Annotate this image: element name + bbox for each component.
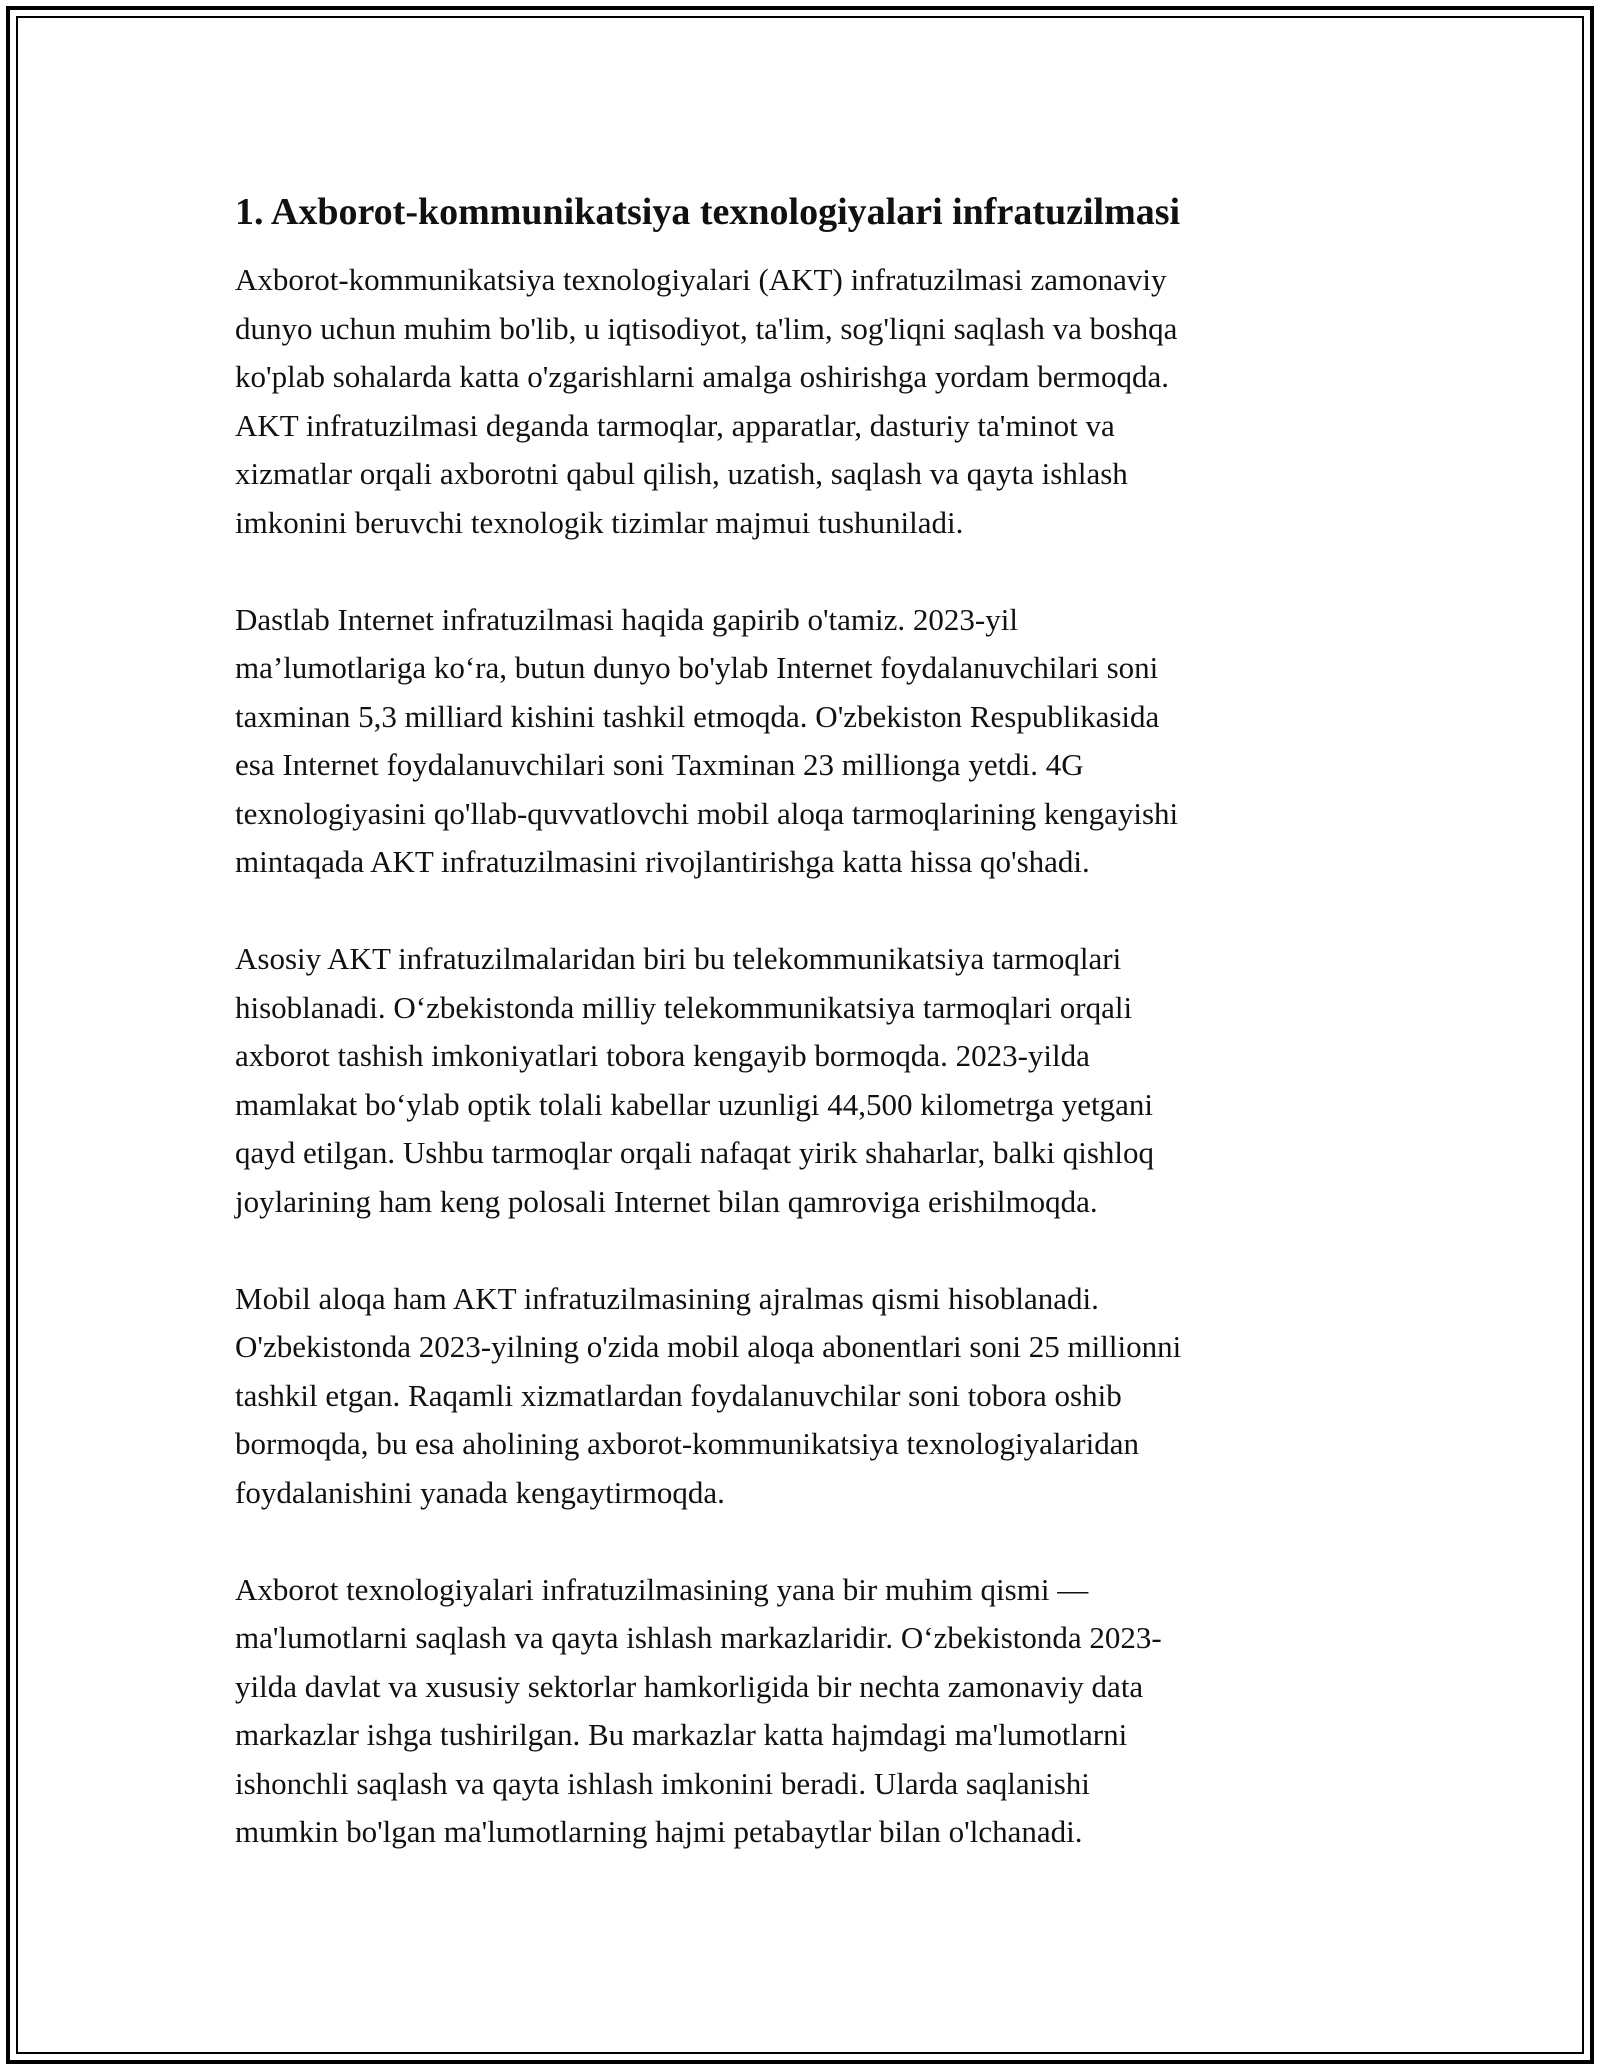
paragraph-mobile-communication: Mobil aloqa ham AKT infratuzilmasining ajralmas qismi hisoblanadi. O'zbekistonda 2023-yilning o'zida mobil aloqa abonentlari soni 25 millionni tashkil etgan. Raqamli xizmatlardan foydalanuvchilar soni tobora oshib bormoqda, bu esa aholining axborot-kommunikatsiya texnologiyalaridan foydalanishini yanada kengaytirmoqda.	[235, 1280, 1182, 1510]
paragraph-telecom-networks: Asosiy AKT infratuzilmalaridan biri bu telekommunikatsiya tarmoqlari hisoblanadi. O‘zbekistonda milliy telekommunikatsiya tarmoqlari orqali axborot tashish imkoniyatlari tobora kengayib bormoqda. 2023-yilda mamlakat bo‘ylab optik tolali kabellar uzunligi 44,500 kilometrga yetgani qayd etilgan. Ushbu tarmoqlar orqali nafaqat yirik shaharlar, balki qishloq joylarining ham keng polosali Internet bilan qamroviga erishilmoqda.	[235, 941, 1155, 1219]
paragraph-internet-infrastructure: Dastlab Internet infratuzilmasi haqida gapirib o'tamiz. 2023-yil ma’lumotlariga ko‘ra, butun dunyo bo'ylab Internet foydalanuvchilari soni taxminan 5,3 milliard kishini tashkil etmoqda. O'zbekiston Respublikasida esa Internet foydalanuvchilari soni Taxminan 23 millionga yetdi. 4G texnologiyasini qo'llab-quvvatlovchi mobil aloqa tarmoqlarining kengayishi mintaqada AKT infratuzilmasini rivojlantirishga katta hissa qo'shadi.	[235, 601, 1179, 879]
document-body	[235, 188, 1375, 1905]
section-title: 1. Axborot-kommunikatsiya texnologiyalari infratuzilmasi	[235, 191, 1181, 233]
paragraph-ict-infrastructure-intro: Axborot-kommunikatsiya texnologiyalari (AKT) infratuzilmasi zamonaviy dunyo uchun muhim bo'lib, u iqtisodiyot, ta'lim, sog'liqni saqlash va boshqa ko'plab sohalarda katta o'zgarishlarni amalga oshirishga yordam bermoqda. AKT infratuzilmasi deganda tarmoqlar, apparatlar, dasturiy ta'minot va xizmatlar orqali axborotni qabul qilish, uzatish, saqlash va qayta ishlash imkonini beruvchi texnologik tizimlar majmui tushuniladi.	[235, 262, 1178, 540]
paragraph-data-centers: Axborot texnologiyalari infratuzilmasining yana bir muhim qismi — ma'lumotlarni saqlash va qayta ishlash markazlaridir. O‘zbekistonda 2023- yilda davlat va xususiy sektorlar hamkorligida bir nechta zamonaviy data markazlar ishga tushirilgan. Bu markazlar katta hajmdagi ma'lumotlarni ishonchli saqlash va qayta ishlash imkonini beradi. Ularda saqlanishi mumkin bo'lgan ma'lumotlarning hajmi petabaytlar bilan o'lchanadi.	[235, 1571, 1162, 1849]
